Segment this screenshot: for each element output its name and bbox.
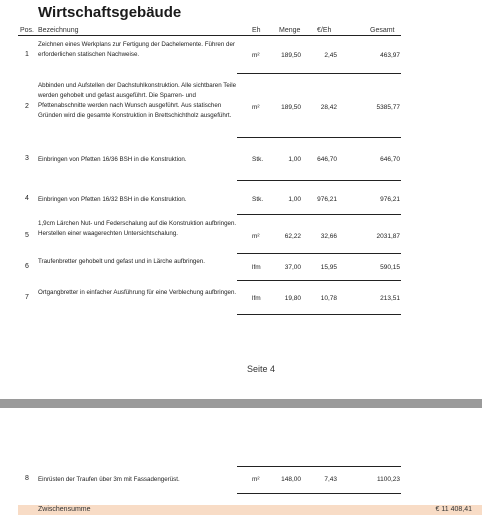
row-6-unit-price: 15,95 (320, 264, 337, 271)
header-eh: Eh (252, 27, 261, 34)
row-2-total: 5385,77 (376, 104, 400, 111)
row-1-rule (237, 73, 401, 74)
header-gesamt: Gesamt (370, 27, 395, 34)
row-8-total: 1100,23 (376, 476, 400, 483)
row-6-description: Traufenbretter gehobelt und gefast und in Lärche aufbringen. (38, 258, 205, 265)
row-7-description: Ortgangbretter in einfacher Ausführung für eine Verblechung aufbringen. (38, 289, 237, 296)
row-3-description: Einbringen von Pfetten 16/36 BSH in die Konstruktion. (38, 156, 187, 163)
subtotal-value: € 11 408,41 (435, 506, 472, 513)
row-2-description: Abbinden und Aufstellen der Dachstuhlkonstruktion. Alle sichtbaren Teile werden gehobelt und gefast ausgeführt. Die Sparren- und Pfettenabschnitte werden nach Wunsch ausgeführt. Aus statischen Gründen wird die gesamte Konstruktion in Brettschichtholz ausgeführt. (38, 82, 237, 119)
row-5-rule (237, 253, 401, 254)
row-3-rule (237, 180, 401, 181)
header-preis: €/Eh (317, 27, 332, 34)
row-4-total: 976,21 (380, 196, 400, 203)
row-6-pos: 6 (25, 263, 29, 270)
row-1-quantity: 189,50 (281, 52, 301, 59)
row-3-unit-price: 646,70 (317, 156, 337, 163)
row-4-description: Einbringen von Pfetten 16/32 BSH in die Konstruktion. (38, 196, 187, 203)
row-6-rule (237, 280, 401, 281)
row-5-pos: 5 (25, 232, 29, 239)
row-5-unit-price: 32,66 (320, 233, 337, 240)
row-3-unit: Stk. (252, 156, 264, 163)
row-1-total: 463,97 (380, 52, 400, 59)
row-8-quantity: 148,00 (281, 476, 301, 483)
document-title: Wirtschaftsgebäude (38, 4, 182, 21)
row-2-unit-price: 28,42 (320, 104, 337, 111)
row-5-description: 1,9cm Lärchen Nut- und Federschalung auf die Konstruktion aufbringen. Herstellen einer waagerechten Untersichtschalung. (38, 220, 237, 237)
row-7-pos: 7 (25, 294, 29, 301)
row-2-rule (237, 137, 401, 138)
row-8-pos: 8 (25, 475, 29, 482)
row-7-unit-price: 10,78 (320, 295, 337, 302)
header-rule (18, 35, 401, 36)
row-8-top-rule (237, 466, 401, 467)
row-2-quantity: 189,50 (281, 104, 301, 111)
row-4-quantity: 1,00 (288, 196, 301, 203)
row-8-description: Einrüsten der Traufen über 3m mit Fassadengerüst. (38, 476, 180, 483)
row-7-total: 213,51 (380, 295, 400, 302)
row-5-quantity: 62,22 (284, 233, 301, 240)
row-4-unit-price: 976,21 (317, 196, 337, 203)
row-1-unit: m² (252, 52, 260, 59)
row-4-rule (237, 214, 401, 215)
row-3-quantity: 1,00 (288, 156, 301, 163)
row-7-quantity: 19,80 (284, 295, 301, 302)
row-8-unit-price: 7,43 (324, 476, 337, 483)
subtotal-label: Zwischensumme (38, 506, 91, 513)
page-number: Seite 4 (247, 364, 276, 374)
row-1-unit-price: 2,45 (324, 52, 337, 59)
row-4-unit: Stk. (252, 196, 264, 203)
row-7-unit: lfm (252, 295, 261, 302)
row-5-total: 2031,87 (376, 233, 400, 240)
row-2-pos: 2 (25, 103, 29, 110)
header-pos: Pos. (20, 27, 35, 34)
row-6-quantity: 37,00 (284, 264, 301, 271)
row-3-pos: 3 (25, 155, 29, 162)
row-6-unit: lfm (252, 264, 261, 271)
row-1-pos: 1 (25, 51, 29, 58)
row-6-total: 590,15 (380, 264, 400, 271)
header-menge: Menge (279, 27, 301, 34)
header-bezeichnung: Bezeichnung (38, 27, 79, 34)
row-8-rule (237, 493, 401, 494)
row-5-unit: m² (252, 233, 260, 240)
row-4-pos: 4 (25, 195, 29, 202)
page-break-band (0, 399, 482, 408)
row-2-unit: m² (252, 104, 260, 111)
row-7-rule (237, 314, 401, 315)
row-3-total: 646,70 (380, 156, 400, 163)
row-1-description: Zeichnen eines Werkplans zur Fertigung der Dachelemente. Führen der erforderlichen statischen Nachweise. (38, 41, 235, 58)
row-8-unit: m² (252, 476, 260, 483)
